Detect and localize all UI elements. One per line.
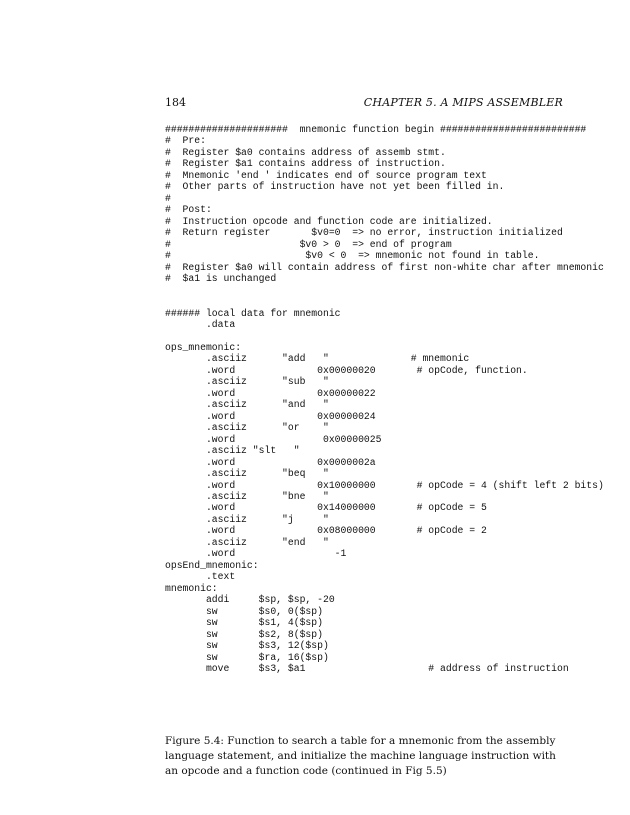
code-line: .word 0x08000000 # opCode = 2 [165, 525, 487, 537]
code-line: move $s3, $a1 # address of instruction [165, 663, 569, 675]
code-line: # Instruction opcode and function code are initialized. [165, 215, 493, 227]
code-line: .asciiz "beq " [165, 468, 329, 480]
code-line: sw $s3, 12($sp) [165, 640, 329, 652]
code-line: .word 0x00000022 [165, 387, 376, 399]
code-line: .text [165, 571, 236, 583]
code-line: # Register $a0 will contain address of first non-white char after mnemonic [165, 261, 604, 273]
code-line: .word -1 [165, 548, 347, 560]
code-line: ops_mnemonic: [165, 341, 242, 353]
code-line: # Pre: [165, 135, 206, 147]
code-line: ##################### mnemonic function begin ######################### [165, 124, 587, 135]
code-line: .asciiz "sub " [165, 376, 329, 388]
code-line: # Mnemonic 'end ' indicates end of source program text [165, 169, 487, 181]
code-line: .asciiz "j " [165, 513, 329, 525]
code-line: sw $ra, 16($sp) [165, 651, 329, 663]
code-line: addi $sp, $sp, -20 [165, 594, 335, 606]
code-line: .asciiz "and " [165, 399, 329, 411]
code-line: sw $s2, 8($sp) [165, 628, 323, 640]
page-number: 184 [165, 96, 186, 109]
code-line: .asciiz "slt " [165, 445, 300, 457]
code-line: # Register $a1 contains address of instruction. [165, 158, 446, 170]
code-line [165, 285, 604, 296]
code-listing [165, 124, 604, 675]
code-line: # $v0 < 0 => mnemonic not found in table. [165, 250, 540, 262]
code-line: .asciiz "end " [165, 536, 329, 548]
figure-caption: Figure 5.4: Function to search a table for a mnemonic from the assembly language statement, and initialize the machine language instruction with an opcode and a function code (continued in Fig 5.5) [165, 735, 556, 777]
code-line: # $a1 is unchanged [165, 273, 277, 285]
code-line: # Post: [165, 204, 212, 216]
code-line [165, 330, 604, 341]
code-line: sw $s1, 4($sp) [165, 617, 323, 629]
code-line: .word 0x10000000 # opCode = 4 (shift left 2 bits) [165, 479, 604, 491]
code-line: .asciiz "add " # mnemonic [165, 353, 470, 365]
code-line: sw $s0, 0($sp) [165, 605, 323, 617]
code-line: .word 0x14000000 # opCode = 5 [165, 502, 487, 514]
code-line: .asciiz "or " [165, 422, 329, 434]
code-line: # Return register $v0=0 => no error, instruction initialized [165, 227, 563, 239]
code-line [165, 296, 604, 307]
code-line: .asciiz "bne " [165, 491, 329, 502]
code-line: # [165, 192, 171, 204]
code-line: mnemonic: [165, 582, 218, 594]
code-line: # Register $a0 contains address of assemb stmt. [165, 146, 446, 158]
code-line: # $v0 > 0 => end of program [165, 238, 452, 250]
code-line: .word 0x00000020 # opCode, function. [165, 364, 528, 376]
code-line: .data [165, 318, 236, 330]
code-line: opsEnd_mnemonic: [165, 559, 259, 571]
code-line: ###### local data for mnemonic [165, 307, 341, 319]
code-line: .word 0x00000024 [165, 410, 376, 422]
code-line: # Other parts of instruction have not yet been filled in. [165, 181, 505, 193]
running-header: CHAPTER 5. A MIPS ASSEMBLER [363, 96, 563, 109]
code-line: .word 0x00000025 [165, 433, 382, 445]
code-line: .word 0x0000002a [165, 456, 376, 468]
